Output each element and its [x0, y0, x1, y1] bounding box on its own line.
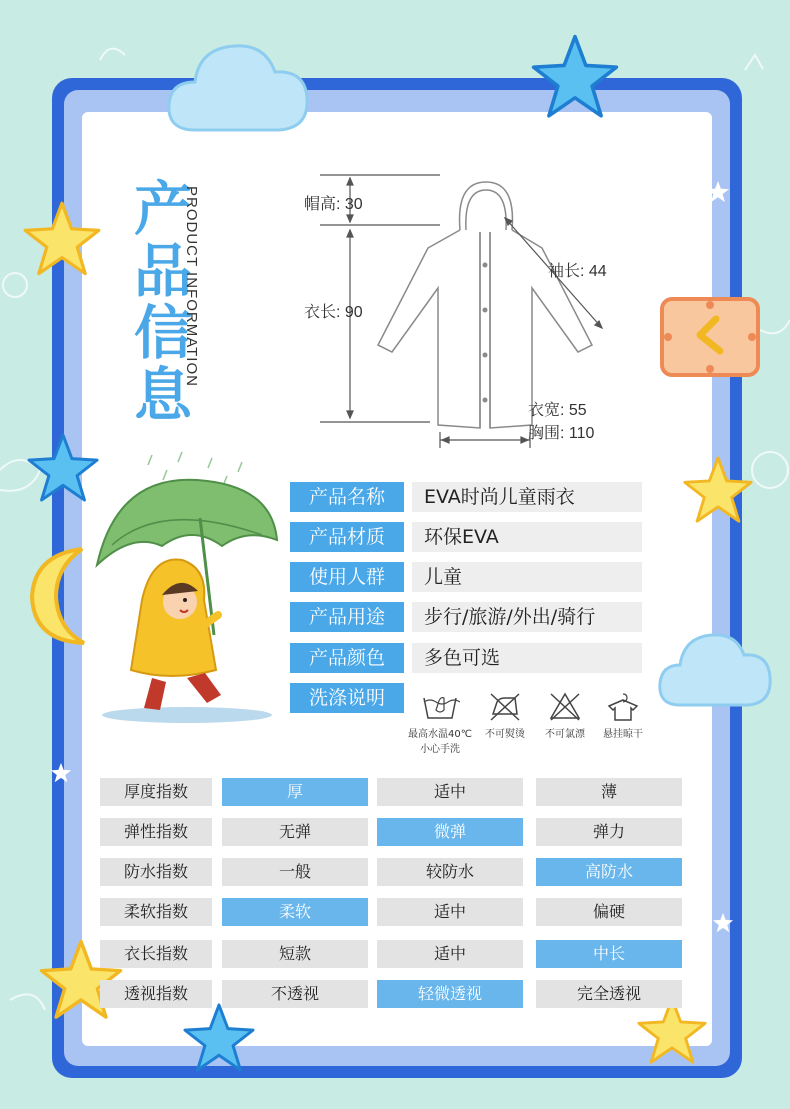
wash-text: 最高水温40℃	[408, 729, 472, 740]
index-option: 不透视	[222, 980, 368, 1008]
spec-label: 洗涤说明	[290, 683, 404, 713]
spec-value: 环保EVA	[412, 522, 642, 552]
index-label: 柔软指数	[100, 898, 212, 926]
index-option: 较防水	[377, 858, 523, 886]
spec-value: EVA时尚儿童雨衣	[412, 482, 642, 512]
title-char: 息	[133, 361, 192, 429]
index-row	[100, 980, 684, 1008]
wash-text: 不可熨烫	[485, 729, 525, 740]
no-iron-icon	[487, 690, 523, 722]
index-row	[100, 940, 684, 968]
index-option-selected: 厚	[222, 778, 368, 806]
chest-label: 胸围: 110	[528, 425, 595, 442]
small-star-icon	[706, 180, 730, 204]
title-char: 信	[133, 299, 192, 367]
child-umbrella-illustration	[92, 450, 282, 725]
spec-label: 使用人群	[290, 562, 404, 592]
index-option-selected: 柔软	[222, 898, 368, 926]
wash-text: 小心手洗	[420, 744, 460, 755]
index-label: 厚度指数	[100, 778, 212, 806]
cloud-icon	[658, 625, 778, 720]
index-label: 防水指数	[100, 858, 212, 886]
title-char: 产	[133, 175, 192, 243]
index-row	[100, 818, 684, 846]
index-option: 适中	[377, 778, 523, 806]
star-icon	[26, 432, 100, 506]
index-option: 一般	[222, 858, 368, 886]
index-option-selected: 中长	[536, 940, 682, 968]
wash-text: 不可氯漂	[545, 729, 585, 740]
page-subtitle: PRODUCT INFORMATION	[183, 186, 200, 387]
spec-label: 产品名称	[290, 482, 404, 512]
index-option: 无弹	[222, 818, 368, 846]
star-icon	[530, 28, 620, 128]
index-label: 衣长指数	[100, 940, 212, 968]
spec-label: 产品颜色	[290, 643, 404, 673]
spec-label: 产品材质	[290, 522, 404, 552]
index-option: 偏硬	[536, 898, 682, 926]
index-option: 弹力	[536, 818, 682, 846]
index-option: 适中	[377, 898, 523, 926]
index-option-selected: 微弹	[377, 818, 523, 846]
index-label: 透视指数	[100, 980, 212, 1008]
sleeve-label: 袖长: 44	[548, 263, 607, 280]
index-option: 适中	[377, 940, 523, 968]
cloud-icon	[165, 35, 315, 150]
clock-icon	[658, 295, 762, 379]
index-option: 完全透视	[536, 980, 682, 1008]
spec-label: 产品用途	[290, 602, 404, 632]
index-row	[100, 778, 684, 806]
no-bleach-icon	[547, 690, 583, 722]
spec-value: 步行/旅游/外出/骑行	[412, 602, 642, 632]
wash-text: 悬挂晾干	[603, 729, 643, 740]
wash-item	[598, 690, 648, 740]
title-char: 品	[133, 237, 192, 305]
wash-item	[404, 690, 476, 755]
index-row	[100, 858, 684, 886]
spec-value: 多色可选	[412, 643, 642, 673]
spec-value: 儿童	[412, 562, 642, 592]
index-row	[100, 898, 684, 926]
wash-item	[480, 690, 530, 740]
star-icon	[22, 200, 102, 280]
small-star-icon	[712, 912, 734, 934]
star-icon	[682, 455, 754, 527]
star-icon	[182, 1002, 256, 1076]
hand-wash-icon	[420, 690, 460, 722]
index-option: 短款	[222, 940, 368, 968]
width-label: 衣宽: 55	[528, 402, 587, 419]
index-option: 薄	[536, 778, 682, 806]
index-option-selected: 高防水	[536, 858, 682, 886]
wash-item	[540, 690, 590, 740]
small-star-icon	[50, 762, 72, 784]
index-label: 弹性指数	[100, 818, 212, 846]
index-option-selected: 轻微透视	[377, 980, 523, 1008]
hang-dry-icon	[605, 690, 641, 722]
length-label: 衣长: 90	[304, 304, 363, 321]
hood-height-label: 帽高: 30	[304, 196, 363, 213]
